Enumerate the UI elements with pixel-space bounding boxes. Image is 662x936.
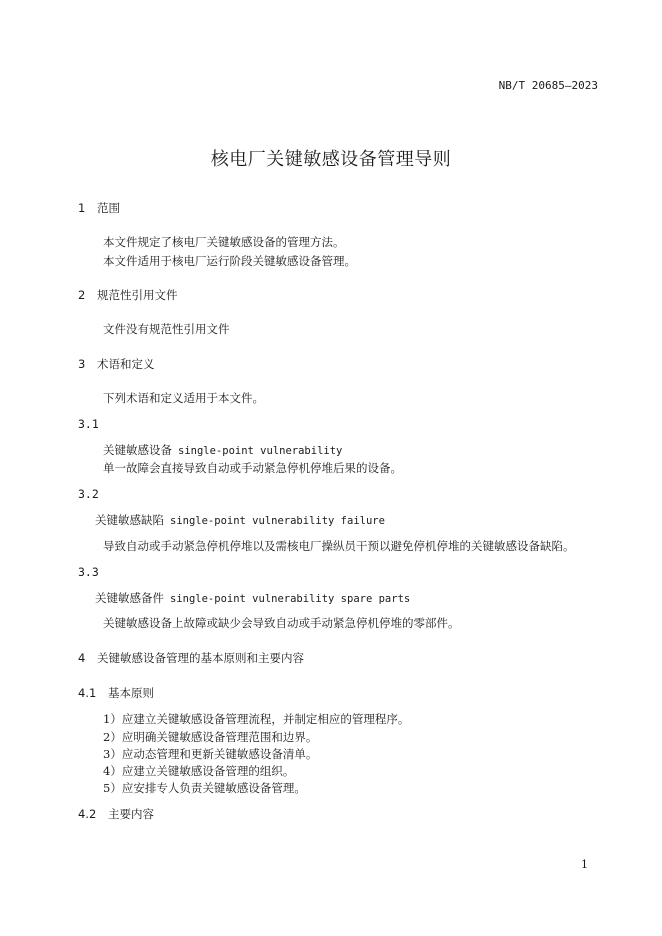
principle-item: 1）应建立关键敏感设备管理流程，并制定相应的管理程序。: [103, 712, 410, 726]
term-number: 3.3: [78, 565, 99, 579]
term-definition: 导致自动或手动紧急停机停堆以及需核电厂操纵员干预以避免停机停堆的关键敏感设备缺陷。: [103, 539, 575, 553]
term-name-zh: 关键敏感缺陷: [95, 513, 164, 527]
term-definition: 单一故障会直接导致自动或手动紧急停机停堆后果的设备。: [103, 461, 402, 475]
principle-item: 3）应动态管理和更新关键敏感设备清单。: [103, 747, 318, 761]
section-4-1-number: 4.1: [78, 686, 97, 700]
section-4-2-title: 主要内容: [108, 807, 154, 821]
section-3-heading: [78, 356, 155, 372]
section-1-heading: [78, 200, 120, 216]
section-3-number: 3: [78, 357, 86, 371]
term-number: 3.2: [78, 487, 99, 501]
term-heading: [95, 590, 410, 606]
section-4-1-heading: [78, 685, 154, 701]
section-1-number: 1: [78, 201, 86, 215]
section-2-number: 2: [78, 288, 86, 302]
section-1-paragraph: 本文件适用于核电厂运行阶段关键敏感设备管理。: [103, 254, 356, 268]
section-1-title: 范围: [97, 201, 120, 215]
term-name-en: single-point vulnerability failure: [170, 515, 385, 527]
term-name-en: single-point vulnerability spare parts: [170, 593, 411, 605]
principle-item: 5）应安排专人负责关键敏感设备管理。: [103, 781, 306, 795]
term-number: 3.1: [78, 417, 99, 431]
section-4-title: 关键敏感设备管理的基本原则和主要内容: [97, 651, 304, 665]
term-heading: [103, 442, 342, 458]
term-heading: [95, 512, 385, 528]
principle-item: 4）应建立关键敏感设备管理的组织。: [103, 764, 295, 778]
section-2-title: 规范性引用文件: [97, 288, 178, 302]
section-1-paragraph: 本文件规定了核电厂关键敏感设备的管理方法。: [103, 235, 345, 249]
section-4-2-number: 4.2: [78, 807, 97, 821]
section-3-title: 术语和定义: [97, 357, 155, 371]
document-title: 核电厂关键敏感设备管理导则: [210, 149, 452, 170]
principle-item: 2）应明确关键敏感设备管理范围和边界。: [103, 730, 318, 744]
section-2-paragraph: 文件没有规范性引用文件: [103, 322, 230, 336]
section-4-1-title: 基本原则: [108, 686, 154, 700]
term-name-zh: 关键敏感备件: [95, 591, 164, 605]
section-3-intro: 下列术语和定义适用于本文件。: [103, 391, 264, 405]
section-2-heading: [78, 287, 178, 303]
term-name-en: single-point vulnerability: [178, 445, 343, 457]
section-4-heading: [78, 650, 304, 666]
section-4-number: 4: [78, 651, 86, 665]
standard-number: NB/T 20685—2023: [498, 79, 598, 92]
page-number: 1: [581, 858, 588, 871]
term-name-zh: 关键敏感设备: [103, 443, 172, 457]
section-4-2-heading: [78, 806, 154, 822]
term-definition: 关键敏感设备上故障或缺少会导致自动或手动紧急停机停堆的零部件。: [103, 616, 460, 630]
